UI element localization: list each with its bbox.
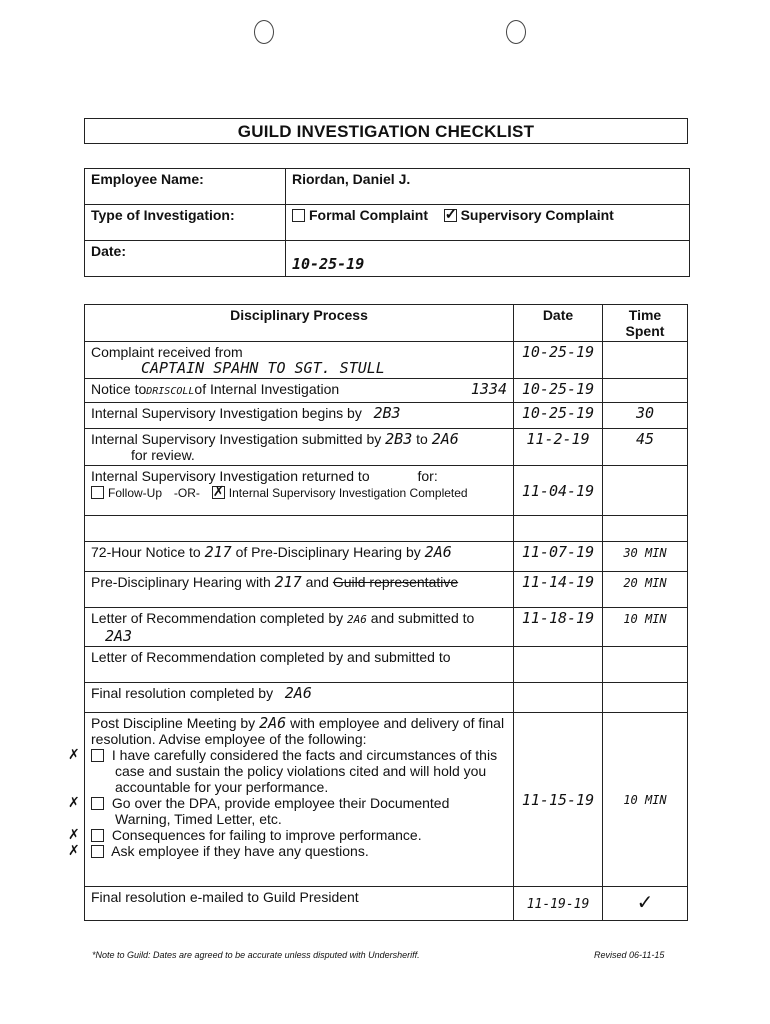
row-label: for: bbox=[417, 468, 438, 484]
advise-item-checkbox[interactable] bbox=[91, 797, 104, 810]
row-time: 30 MIN bbox=[623, 546, 667, 560]
row-date: 11-18-19 bbox=[521, 609, 595, 627]
row-time: 20 MIN bbox=[623, 576, 667, 590]
advise-item-checkbox[interactable] bbox=[91, 845, 104, 858]
row-label: Post Discipline Meeting by bbox=[91, 715, 256, 731]
row-label: of Internal Investigation bbox=[194, 381, 340, 397]
advise-item-text: I have carefully considered the facts and circumstances of this case and sustain the policy violations cited and will hold you accountable for your performance. bbox=[111, 747, 498, 795]
title-box bbox=[84, 118, 688, 144]
row-label: Internal Supervisory Investigation begins by bbox=[91, 405, 362, 421]
row-date: 11-19-19 bbox=[526, 896, 590, 912]
handwritten-entry: 1334 bbox=[470, 380, 507, 398]
date-value: 10-25-19 bbox=[292, 255, 365, 273]
supervisory-complaint-label: Supervisory Complaint bbox=[460, 207, 614, 223]
investigation-completed-label: Internal Supervisory Investigation Completed bbox=[228, 486, 468, 500]
row-label: Pre-Disciplinary Hearing with bbox=[91, 574, 271, 590]
advise-item-checkbox[interactable] bbox=[91, 749, 104, 762]
employee-info-table bbox=[84, 168, 690, 277]
disciplinary-process-table bbox=[84, 304, 688, 921]
handwritten-entry: 2A6 bbox=[431, 430, 459, 448]
row-time: 30 bbox=[635, 404, 655, 422]
row-label: to bbox=[416, 431, 428, 447]
or-label: -OR- bbox=[173, 486, 200, 500]
header-process: Disciplinary Process bbox=[85, 305, 514, 342]
follow-up-checkbox[interactable] bbox=[91, 486, 104, 499]
header-time-spent: Time Spent bbox=[603, 305, 688, 342]
date-field bbox=[286, 241, 690, 277]
advise-item-checkbox[interactable] bbox=[91, 829, 104, 842]
row-label: Letter of Recommendation completed by and submitted to bbox=[91, 649, 451, 665]
checkmark-icon: ✓ bbox=[636, 892, 654, 914]
row-label: Complaint received from bbox=[91, 344, 243, 360]
row-date: 11-2-19 bbox=[526, 430, 590, 448]
table-row bbox=[85, 466, 688, 516]
advise-item bbox=[91, 747, 507, 795]
table-row bbox=[85, 713, 688, 887]
row-label: with employee and delivery of final resolution. Advise employee of the following: bbox=[91, 715, 505, 747]
table-row-blank bbox=[85, 516, 688, 542]
handwritten-entry: 2A3 bbox=[105, 627, 133, 645]
row-date: 10-25-19 bbox=[521, 404, 595, 422]
punch-hole-right bbox=[506, 20, 526, 44]
row-label: Final resolution completed by bbox=[91, 685, 274, 701]
row-time: 45 bbox=[635, 430, 655, 448]
table-row bbox=[85, 342, 688, 379]
handwritten-entry: 2B3 bbox=[373, 404, 401, 422]
employee-name-label: Employee Name: bbox=[85, 169, 286, 205]
handwritten-entry: 217 bbox=[274, 573, 302, 591]
advise-item-text: Consequences for failing to improve performance. bbox=[111, 827, 422, 843]
investigation-type-label: Type of Investigation: bbox=[85, 205, 286, 241]
row-date: 10-25-19 bbox=[521, 343, 595, 361]
table-row bbox=[85, 608, 688, 647]
footer-revised: Revised 06-11-15 bbox=[594, 950, 665, 960]
date-label: Date: bbox=[85, 241, 286, 277]
handwritten-entry: DRISCOLL bbox=[146, 386, 195, 397]
row-label: Letter of Recommendation completed by bbox=[91, 610, 344, 626]
handwritten-entry: CAPTAIN SPAHN TO SGT. STULL bbox=[141, 359, 385, 377]
row-label: Notice to bbox=[91, 381, 147, 397]
advise-item-text: Go over the DPA, provide employee their Documented Warning, Timed Letter, etc. bbox=[111, 795, 450, 827]
row-label: Internal Supervisory Investigation submitted by bbox=[91, 431, 382, 447]
row-date: 11-14-19 bbox=[521, 573, 595, 591]
row-label: Internal Supervisory Investigation returned to bbox=[91, 468, 370, 484]
footer-note: *Note to Guild: Dates are agreed to be accurate unless disputed with Undersheriff. bbox=[92, 950, 420, 960]
table-row bbox=[85, 887, 688, 921]
advise-item-text: Ask employee if they have any questions. bbox=[111, 843, 369, 859]
table-row bbox=[85, 542, 688, 572]
follow-up-label: Follow-Up bbox=[108, 486, 163, 500]
row-time: 10 MIN bbox=[623, 793, 667, 807]
advise-item bbox=[91, 827, 507, 843]
table-row bbox=[85, 647, 688, 683]
handwritten-entry: 217 bbox=[204, 543, 232, 561]
row-date: 11-04-19 bbox=[521, 481, 595, 500]
advise-item bbox=[91, 795, 507, 827]
table-row bbox=[85, 403, 688, 429]
supervisory-complaint-checkbox[interactable] bbox=[444, 209, 457, 222]
formal-complaint-checkbox[interactable] bbox=[292, 209, 305, 222]
row-label: 72-Hour Notice to bbox=[91, 544, 201, 560]
row-time: 10 MIN bbox=[623, 612, 667, 626]
table-row bbox=[85, 683, 688, 713]
handwritten-entry: 2A6 bbox=[424, 543, 452, 561]
formal-complaint-label: Formal Complaint bbox=[309, 207, 429, 223]
header-date: Date bbox=[514, 305, 603, 342]
employee-name-value: Riordan, Daniel J. bbox=[286, 169, 690, 205]
row-date: 11-15-19 bbox=[521, 790, 595, 809]
punch-hole-left bbox=[254, 20, 274, 44]
table-row bbox=[85, 429, 688, 466]
row-label: of Pre-Disciplinary Hearing by bbox=[235, 544, 421, 560]
page-title: GUILD INVESTIGATION CHECKLIST bbox=[237, 122, 535, 141]
row-label: and bbox=[305, 574, 329, 590]
row-label: Final resolution e-mailed to Guild President bbox=[91, 889, 359, 905]
table-row bbox=[85, 379, 688, 403]
handwritten-entry: 2A6 bbox=[284, 684, 312, 702]
investigation-type-options bbox=[286, 205, 690, 241]
row-label: for review. bbox=[131, 447, 195, 463]
handwritten-entry: 2A6 bbox=[347, 613, 367, 626]
row-label: and submitted to bbox=[370, 610, 475, 626]
table-row bbox=[85, 572, 688, 608]
row-date: 11-07-19 bbox=[521, 543, 595, 561]
investigation-completed-checkbox[interactable] bbox=[212, 486, 225, 499]
handwritten-entry: 2A6 bbox=[259, 714, 287, 732]
advise-item bbox=[91, 843, 507, 859]
handwritten-entry: 2B3 bbox=[385, 430, 413, 448]
row-date: 10-25-19 bbox=[521, 380, 595, 398]
struck-text: Guild representative bbox=[332, 574, 459, 590]
